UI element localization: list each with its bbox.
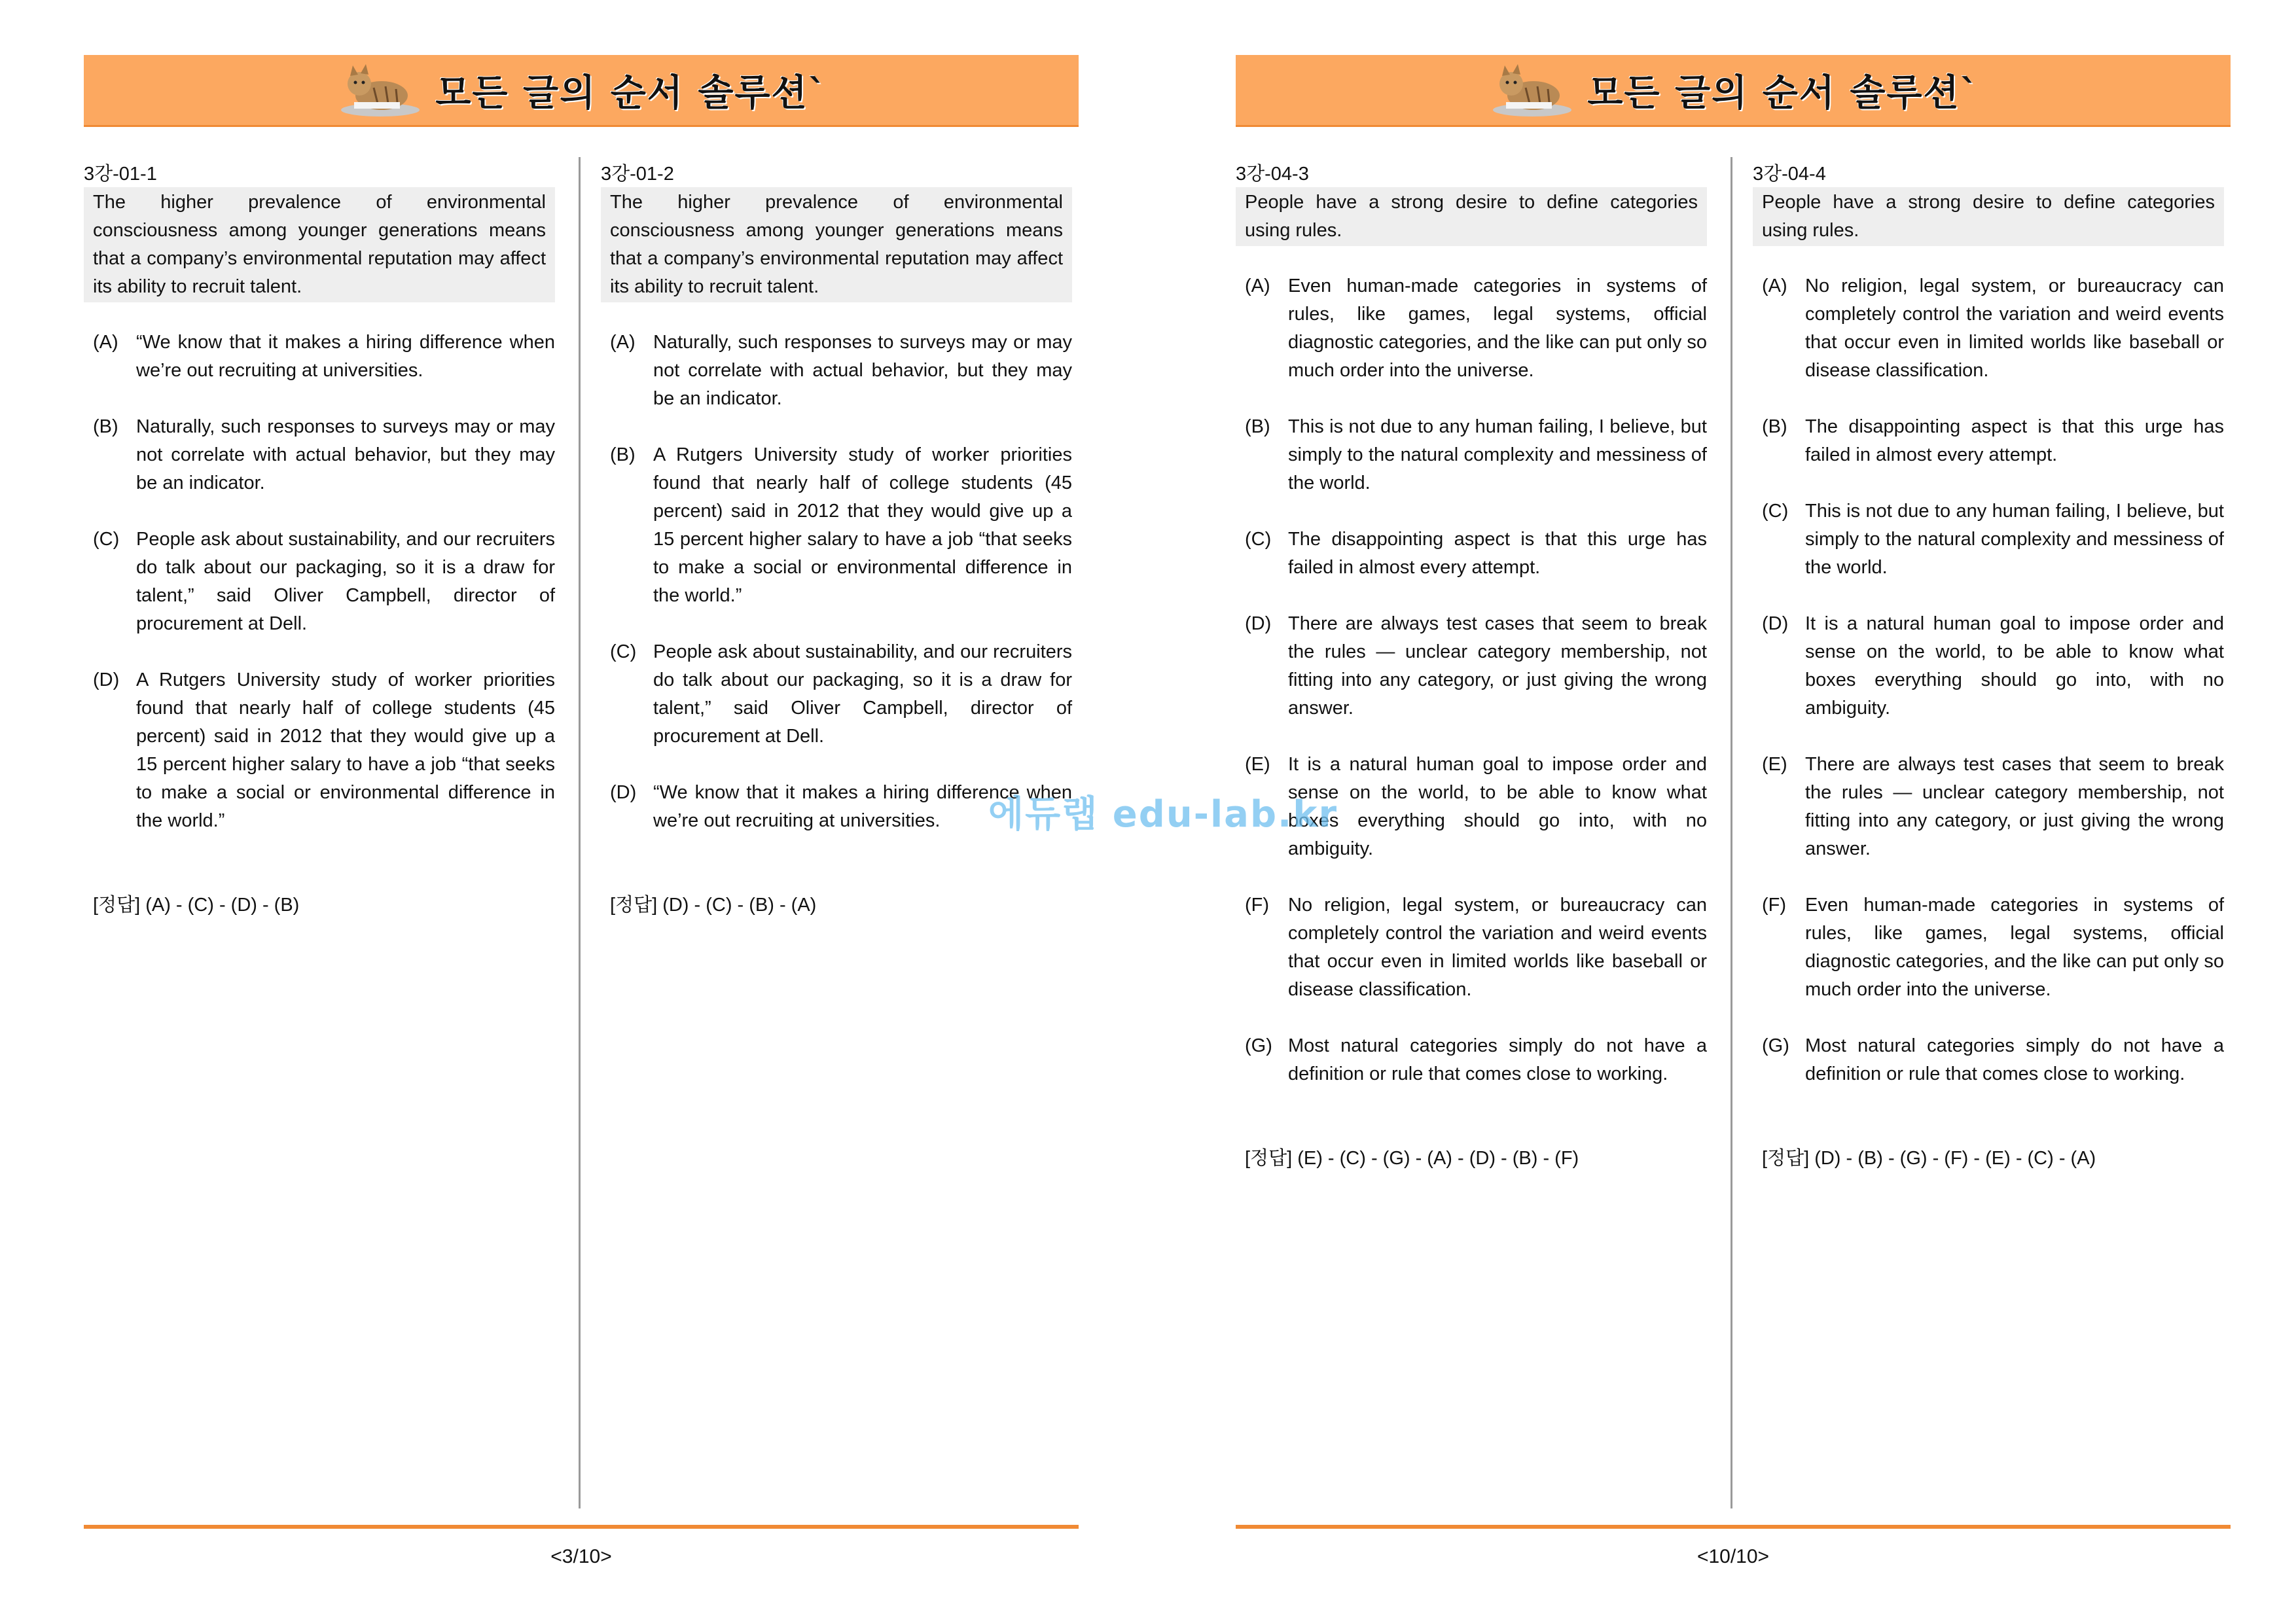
choice-item: [1245, 610, 1707, 722]
cat-mascot-icon: [334, 62, 426, 119]
choice-text: This is not due to any human failing, I believe, but simply to the natural complexity and messiness of the world.: [1288, 416, 1707, 493]
answer-key: [정답] (E) - (C) - (G) - (A) - (D) - (B) - (F): [1245, 1148, 1579, 1169]
choice-item: [93, 526, 555, 638]
choice-item: [1245, 272, 1707, 385]
choice-text: The disappointing aspect is that this urge has failed in almost every attempt.: [1805, 416, 2224, 465]
choice-label: (G): [1762, 1035, 1789, 1056]
choice-item: [1762, 413, 2224, 469]
question-id: 3강-01-1: [84, 164, 157, 185]
choice-list: [84, 329, 555, 835]
choice-item: [1762, 751, 2224, 863]
choice-label: (C): [93, 529, 120, 550]
choice-item: [1762, 610, 2224, 722]
choice-label: (C): [610, 641, 637, 662]
choice-text: The disappointing aspect is that this urge has failed in almost every attempt.: [1288, 529, 1707, 578]
column-divider: [579, 157, 581, 1508]
question-id: 3강-04-3: [1236, 164, 1309, 185]
choice-text: Even human-made categories in systems of rules, like games, legal systems, official diagnostic categories, and the like can put only so much order into the universe.: [1805, 895, 2225, 1000]
answer-key: [정답] (D) - (B) - (G) - (F) - (E) - (C) - (A): [1762, 1148, 2096, 1169]
watermark: 에듀랩 edu-lab.kr: [988, 793, 1338, 836]
header-banner: [1236, 55, 2231, 127]
choice-label: (E): [1762, 754, 1787, 775]
choice-item: [93, 413, 555, 497]
question-intro: The higher prevalence of environmental consciousness among younger generations means that a company’s environmental reputation may affect its ability to recruit talent.: [84, 187, 555, 302]
choice-text: No religion, legal system, or bureaucracy can completely control the variation and weird events that occur even in limited worlds like baseball or disease classification.: [1288, 895, 1707, 1000]
choice-text: A Rutgers University study of worker priorities found that nearly half of college students (45 percent) said in 2012 that they would give up a 15 percent higher salary to have a job “that seeks to make a social or environmental difference in the world.”: [653, 444, 1072, 606]
choice-item: [1245, 891, 1707, 1004]
answer-key: [정답] (A) - (C) - (D) - (B): [93, 895, 300, 916]
cat-mascot-icon: [1486, 62, 1578, 119]
choice-label: (B): [93, 416, 118, 437]
page-number: <3/10>: [550, 1546, 612, 1567]
choice-label: (D): [93, 669, 120, 690]
header-banner: [84, 55, 1079, 127]
choice-item: [610, 638, 1072, 751]
choice-item: [1245, 413, 1707, 497]
question-intro: People have a strong desire to define categories using rules.: [1236, 187, 1707, 246]
choice-list: [601, 329, 1072, 835]
page-right: [1236, 0, 2231, 1623]
question-id: 3강-04-4: [1753, 164, 1826, 185]
question-id: 3강-01-2: [601, 164, 674, 185]
choice-item: [610, 329, 1072, 413]
page-number: <10/10>: [1696, 1546, 1770, 1567]
choice-label: (A): [1762, 276, 1787, 296]
choice-text: “We know that it makes a hiring difference when we’re out recruiting at universities.: [653, 782, 1072, 831]
choice-label: (F): [1245, 895, 1270, 916]
footer-rule: [1236, 1525, 2231, 1529]
choice-label: (B): [610, 444, 636, 465]
choice-label: (G): [1245, 1035, 1272, 1056]
choice-text: People ask about sustainability, and our recruiters do talk about our packaging, so it is a draw for talent,” said Oliver Campbell, director of procurement at Dell.: [653, 641, 1072, 747]
choice-text: This is not due to any human failing, I believe, but simply to the natural complexity and messiness of the world.: [1805, 501, 2224, 578]
choice-item: [93, 666, 555, 835]
choice-text: There are always test cases that seem to break the rules — unclear category membership, not fitting into any category, or just giving the wrong answer.: [1805, 754, 2224, 859]
question-column: [84, 161, 555, 919]
banner-title: 모든 글의 순서 솔루션`: [1587, 71, 1980, 115]
choice-text: Most natural categories simply do not have a definition or rule that comes close to working.: [1288, 1035, 1707, 1084]
question-column: [1236, 161, 1707, 1173]
choice-item: [610, 441, 1072, 610]
choice-text: People ask about sustainability, and our recruiters do talk about our packaging, so it is a draw for talent,” said Oliver Campbell, director of procurement at Dell.: [136, 529, 555, 634]
choice-label: (A): [93, 332, 118, 353]
choice-text: Naturally, such responses to surveys may or may not correlate with actual behavior, but they may be an indicator.: [136, 416, 555, 493]
choice-text: “We know that it makes a hiring difference when we’re out recruiting at universities.: [136, 332, 555, 381]
choice-item: [93, 329, 555, 385]
choice-label: (D): [1762, 613, 1789, 634]
choice-text: No religion, legal system, or bureaucracy can completely control the variation and weird events that occur even in limited worlds like baseball or disease classification.: [1805, 276, 2224, 381]
choice-text: It is a natural human goal to impose order and sense on the world, to be able to know what boxes everything should go into, with no ambiguity.: [1288, 754, 1707, 859]
choice-item: [1762, 1032, 2224, 1088]
page-left: [84, 0, 1079, 1623]
choice-text: A Rutgers University study of worker priorities found that nearly half of college students (45 percent) said in 2012 that they would give up a 15 percent higher salary to have a job “that seeks to make a social or environmental difference in the world.”: [136, 669, 555, 831]
choice-label: (F): [1762, 895, 1787, 916]
choice-label: (B): [1245, 416, 1270, 437]
choice-text: Even human-made categories in systems of rules, like games, legal systems, official diagnostic categories, and the like can put only so much order into the universe.: [1288, 276, 1708, 381]
choice-label: (C): [1762, 501, 1789, 522]
question-column: [1753, 161, 2224, 1173]
banner-title: 모든 글의 순서 솔루션`: [435, 71, 828, 115]
footer-rule: [84, 1525, 1079, 1529]
choice-label: (C): [1245, 529, 1272, 550]
choice-label: (A): [610, 332, 636, 353]
choice-list: [1236, 272, 1707, 1088]
choice-text: There are always test cases that seem to break the rules — unclear category membership, not fitting into any category, or just giving the wrong answer.: [1288, 613, 1707, 719]
choice-label: (D): [1245, 613, 1272, 634]
choice-label: (B): [1762, 416, 1787, 437]
choice-label: (D): [610, 782, 637, 803]
choice-text: It is a natural human goal to impose order and sense on the world, to be able to know what boxes everything should go into, with no ambiguity.: [1805, 613, 2224, 719]
choice-label: (E): [1245, 754, 1270, 775]
question-intro: The higher prevalence of environmental consciousness among younger generations means that a company’s environmental reputation may affect its ability to recruit talent.: [601, 187, 1072, 302]
choice-item: [1762, 272, 2224, 385]
column-divider: [1731, 157, 1732, 1508]
choice-label: (A): [1245, 276, 1270, 296]
choice-item: [1245, 526, 1707, 582]
answer-key: [정답] (D) - (C) - (B) - (A): [610, 895, 817, 916]
choice-text: Most natural categories simply do not have a definition or rule that comes close to working.: [1805, 1035, 2224, 1084]
choice-item: [1762, 497, 2224, 582]
choice-list: [1753, 272, 2224, 1088]
choice-item: [1762, 891, 2224, 1004]
choice-item: [1245, 1032, 1707, 1088]
question-intro: People have a strong desire to define categories using rules.: [1753, 187, 2224, 246]
choice-text: Naturally, such responses to surveys may or may not correlate with actual behavior, but they may be an indicator.: [653, 332, 1072, 409]
